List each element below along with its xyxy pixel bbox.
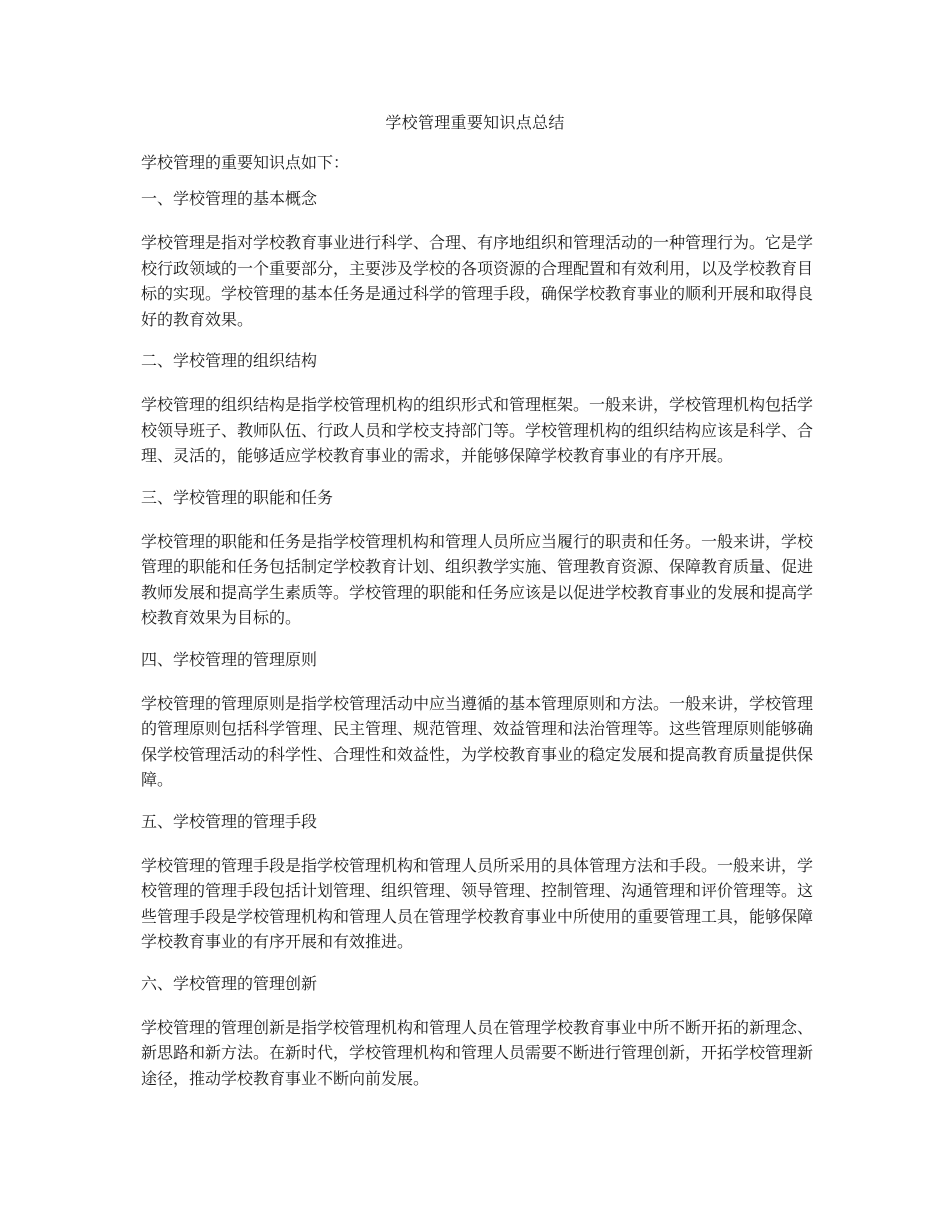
section-management-principles bbox=[141, 649, 813, 793]
section-heading: 二、学校管理的组织结构 bbox=[141, 351, 318, 370]
section-heading: 六、学校管理的管理创新 bbox=[141, 973, 318, 993]
section-management-innovation bbox=[141, 973, 813, 1092]
section-body: 学校管理的管理创新是指学校管理机构和管理人员在管理学校教育事业中所不断开拓的新理念、新思路和新方法。在新时代，学校管理机构和管理人员需要不断进行管理创新，开拓学校管理新途径，推动学校教育事业不断向前发展。 bbox=[141, 1017, 814, 1088]
section-body: 学校管理的职能和任务是指学校管理机构和管理人员所应当履行的职责和任务。一般来讲，学校管理的职能和任务包括制定学校教育计划、组织教学实施、管理教育资源、保障教育质量、促进教师发展和提高学生素质等。学校管理的职能和任务应该是以促进学校教育事业的发展和提高学校教育效果为目标的。 bbox=[141, 531, 814, 627]
section-management-means bbox=[141, 811, 813, 955]
section-organization-structure bbox=[141, 350, 813, 469]
section-heading: 四、学校管理的管理原则 bbox=[141, 649, 318, 669]
document-content bbox=[141, 152, 813, 1109]
document-title: 学校管理重要知识点总结 bbox=[385, 113, 565, 132]
section-body: 学校管理是指对学校教育事业进行科学、合理、有序地组织和管理活动的一种管理行为。它是学校行政领域的一个重要部分，主要涉及学校的各项资源的合理配置和有效利用，以及学校教育目标的实现。学校管理的基本任务是通过科学的管理手段，确保学校教育事业的顺利开展和取得良好的教育效果。 bbox=[141, 233, 814, 329]
section-body: 学校管理的组织结构是指学校管理机构的组织形式和管理框架。一般来讲，学校管理机构包括学校领导班子、教师队伍、行政人员和学校支持部门等。学校管理机构的组织结构应该是科学、合理、灵活的，能够适应学校教育事业的需求，并能够保障学校教育事业的有序开展。 bbox=[141, 395, 814, 465]
section-heading: 五、学校管理的管理手段 bbox=[141, 811, 318, 831]
section-functions-and-tasks bbox=[141, 487, 813, 631]
section-heading: 一、学校管理的基本概念 bbox=[141, 189, 318, 208]
section-body: 学校管理的管理原则是指学校管理活动中应当遵循的基本管理原则和方法。一般来讲，学校管理的管理原则包括科学管理、民主管理、规范管理、效益管理和法治管理等。这些管理原则能够确保学校管理活动的科学性、合理性和效益性，为学校教育事业的稳定发展和提高教育质量提供保障。 bbox=[141, 693, 814, 789]
section-basic-concept bbox=[141, 188, 813, 332]
section-heading: 三、学校管理的职能和任务 bbox=[141, 487, 334, 507]
intro-paragraph: 学校管理的重要知识点如下： bbox=[141, 153, 350, 172]
section-body: 学校管理的管理手段是指学校管理机构和管理人员所采用的具体管理方法和手段。一般来讲，学校管理的管理手段包括计划管理、组织管理、领导管理、控制管理、沟通管理和评价管理等。这些管理手段是学校管理机构和管理人员在管理学校教育事业中所使用的重要管理工具，能够保障学校教育事业的有序开展和有效推进。 bbox=[141, 855, 814, 951]
